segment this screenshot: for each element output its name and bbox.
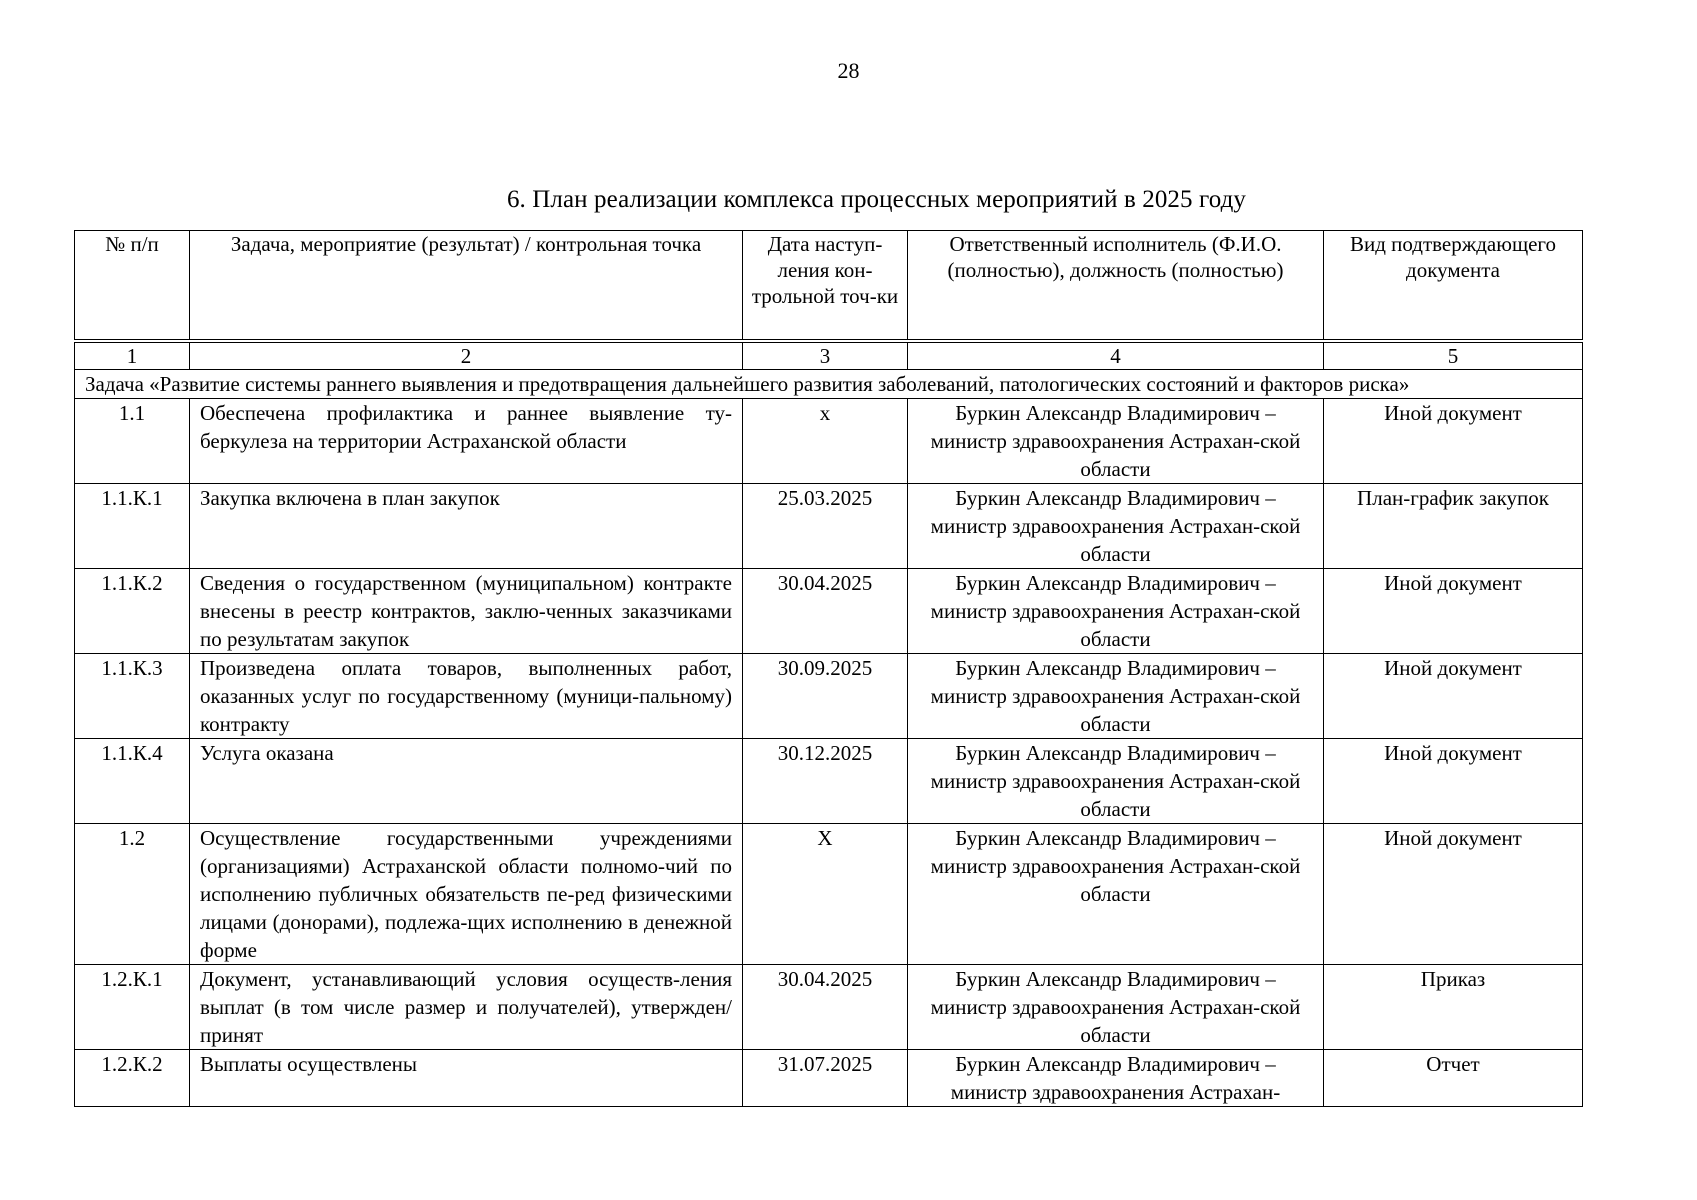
row-number: 1.1.К.1 <box>75 484 190 569</box>
row-date: Х <box>743 824 908 965</box>
row-date: х <box>743 399 908 484</box>
header-document: Вид подтверждающего документа <box>1324 231 1583 342</box>
row-document-type: Приказ <box>1324 965 1583 1050</box>
column-number: 3 <box>743 341 908 370</box>
task-row <box>75 370 1583 399</box>
row-description: Закупка включена в план закупок <box>190 484 743 569</box>
column-number: 2 <box>190 341 743 370</box>
row-date: 25.03.2025 <box>743 484 908 569</box>
row-document-type: Иной документ <box>1324 569 1583 654</box>
table-row <box>75 484 1583 569</box>
row-description: Выплаты осуществлены <box>190 1050 743 1107</box>
row-description: Осуществление государственными учреждениями (организациями) Астраханской области полномо-чий по исполнению публичных обязательств пе-ред физическими лицами (донорами), подлежа-щих исполнению в денежной форме <box>190 824 743 965</box>
row-responsible: Буркин Александр Владимирович – министр здравоохранения Астрахан-ской области <box>908 484 1324 569</box>
row-description: Обеспечена профилактика и раннее выявление ту-беркулеза на территории Астраханской области <box>190 399 743 484</box>
header-task: Задача, мероприятие (результат) / контрольная точка <box>190 231 743 342</box>
page-number: 28 <box>837 58 860 83</box>
header-number: № п/п <box>75 231 190 342</box>
column-number: 4 <box>908 341 1324 370</box>
header-date: Дата наступ-ления кон-трольной точ-ки <box>743 231 908 342</box>
table-row <box>75 399 1583 484</box>
row-responsible: Буркин Александр Владимирович – министр здравоохранения Астрахан-ской области <box>908 399 1324 484</box>
plan-table <box>74 230 1583 1107</box>
row-date: 30.04.2025 <box>743 965 908 1050</box>
table-row <box>75 965 1583 1050</box>
row-responsible: Буркин Александр Владимирович – министр здравоохранения Астрахан-ской области <box>908 824 1324 965</box>
row-number: 1.1.К.3 <box>75 654 190 739</box>
table-row <box>75 1050 1583 1107</box>
row-date: 30.09.2025 <box>743 654 908 739</box>
column-number: 1 <box>75 341 190 370</box>
row-document-type: Иной документ <box>1324 654 1583 739</box>
row-document-type: Иной документ <box>1324 399 1583 484</box>
row-number: 1.1.К.2 <box>75 569 190 654</box>
table-row <box>75 824 1583 965</box>
row-document-type: Иной документ <box>1324 824 1583 965</box>
row-description: Сведения о государственном (муниципальном) контракте внесены в реестр контрактов, заклю-ченных заказчиками по результатам закупок <box>190 569 743 654</box>
column-numbers-row <box>75 341 1583 370</box>
table-row <box>75 654 1583 739</box>
row-document-type: План-график закупок <box>1324 484 1583 569</box>
row-document-type: Отчет <box>1324 1050 1583 1107</box>
row-responsible: Буркин Александр Владимирович – министр здравоохранения Астрахан- <box>908 1050 1324 1107</box>
row-number: 1.2 <box>75 824 190 965</box>
row-number: 1.2.К.1 <box>75 965 190 1050</box>
row-date: 31.07.2025 <box>743 1050 908 1107</box>
row-description: Документ, устанавливающий условия осуществ-ления выплат (в том числе размер и получателей), утвержден/принят <box>190 965 743 1050</box>
document-title: 6. План реализации комплекса процессных мероприятий в 2025 году <box>506 186 1247 213</box>
header-responsible: Ответственный исполнитель (Ф.И.О. (полностью), должность (полностью) <box>908 231 1324 342</box>
row-responsible: Буркин Александр Владимирович – министр здравоохранения Астрахан-ской области <box>908 654 1324 739</box>
row-number: 1.1.К.4 <box>75 739 190 824</box>
row-description: Произведена оплата товаров, выполненных работ, оказанных услуг по государственному (муници-пальному) контракту <box>190 654 743 739</box>
row-description: Услуга оказана <box>190 739 743 824</box>
table-row <box>75 739 1583 824</box>
row-number: 1.1 <box>75 399 190 484</box>
row-document-type: Иной документ <box>1324 739 1583 824</box>
row-responsible: Буркин Александр Владимирович – министр здравоохранения Астрахан-ской области <box>908 569 1324 654</box>
row-date: 30.12.2025 <box>743 739 908 824</box>
row-responsible: Буркин Александр Владимирович – министр здравоохранения Астрахан-ской области <box>908 965 1324 1050</box>
header-row <box>75 231 1583 342</box>
row-number: 1.2.К.2 <box>75 1050 190 1107</box>
task-title: Задача «Развитие системы раннего выявления и предотвращения дальнейшего развития заболеваний, патологических состояний и факторов риска» <box>75 370 1583 399</box>
row-date: 30.04.2025 <box>743 569 908 654</box>
table-row <box>75 569 1583 654</box>
row-responsible: Буркин Александр Владимирович – министр здравоохранения Астрахан-ской области <box>908 739 1324 824</box>
column-number: 5 <box>1324 341 1583 370</box>
